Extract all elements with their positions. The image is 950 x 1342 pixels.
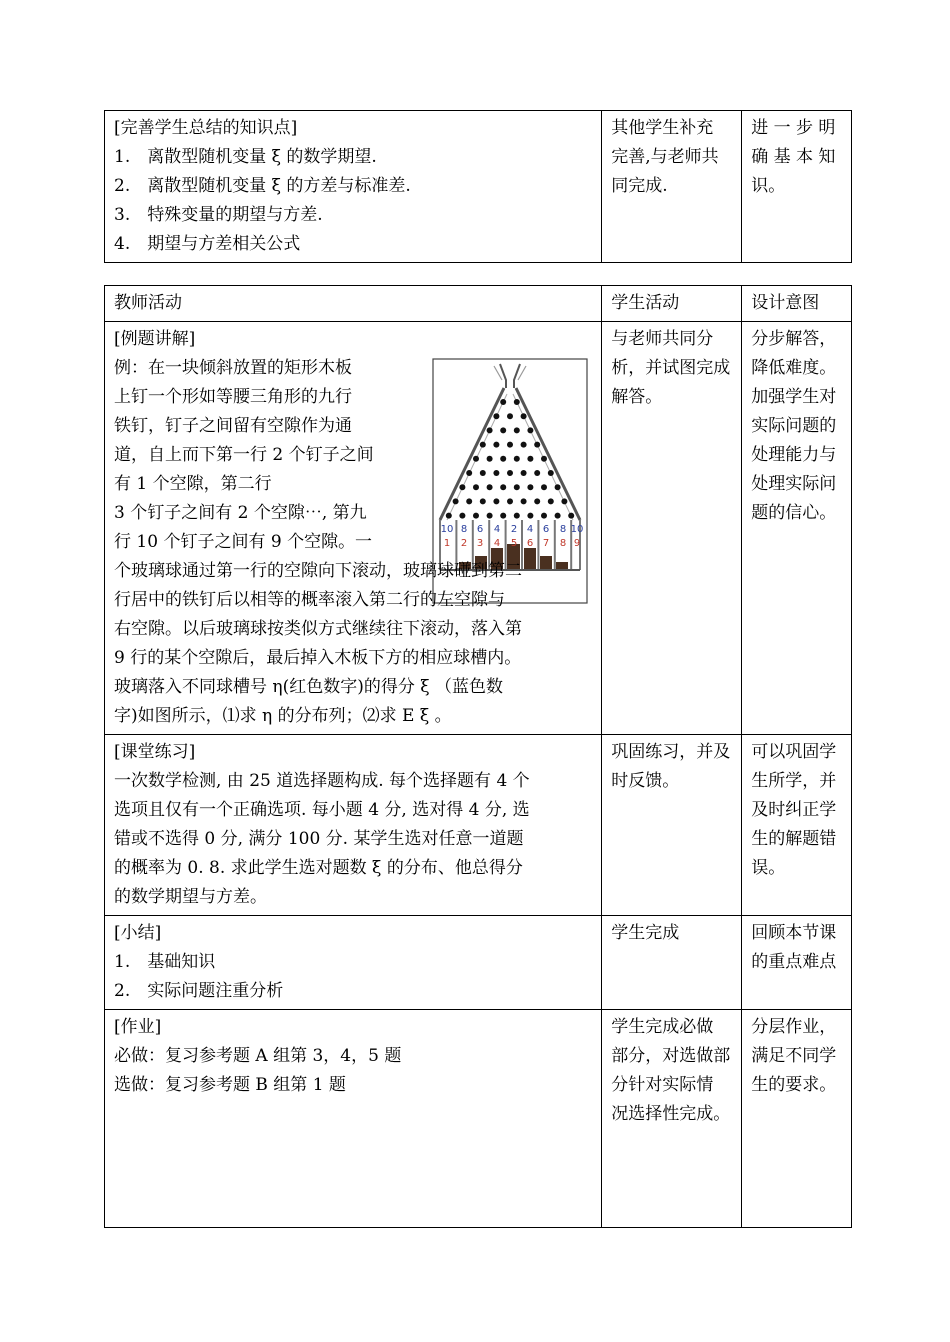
example-text-line: 9 行的某个空隙后，最后掉入木板下方的相应球槽内。 [114,648,522,668]
peg [541,484,547,490]
example-student-cell [602,322,742,735]
review-student-line: 完善,与老师共 [611,147,719,167]
example-text-line: 行 10 个钉子之间有 9 个空隙。一 [114,532,373,552]
header-teacher: 教师活动 [105,286,602,322]
peg [568,513,574,519]
practice-text-line: 的数学期望与方差。 [114,887,267,907]
summary-heading: [小结] [114,923,162,943]
homework-row [105,1010,852,1228]
slot-label: 3 [477,538,484,549]
peg [480,470,486,476]
example-intent-line: 题的信心。 [751,503,837,523]
peg [487,427,493,433]
example-intent-line: 分步解答， [751,329,837,349]
peg [534,442,540,448]
slot-label: 5 [511,538,518,549]
homework-line: 必做：复习参考题 A 组第 3，4，5 题 [114,1046,402,1066]
peg [555,484,561,490]
practice-row [105,735,852,916]
example-intent-cell [742,322,852,735]
review-student-cell [602,111,742,263]
peg [460,484,466,490]
lesson-table [104,285,852,1228]
peg [534,498,540,504]
score-label: 6 [543,524,550,535]
practice-text-line: 错或不选得 0 分, 满分 100 分. 某学生选对任意一道题 [114,829,524,849]
example-text-line: 玻璃落入不同球槽号 η(红色数字)的得分 ξ （蓝色数 [114,677,504,697]
peg [500,456,506,462]
review-heading: [完善学生总结的知识点] [114,118,298,138]
peg [453,498,459,504]
peg [541,513,547,519]
peg [514,399,520,405]
practice-intent-line: 可以巩固学 [751,742,837,762]
review-item: 1. 离散型随机变量 ξ 的数学期望. [114,147,377,167]
homework-intent-line: 满足不同学 [751,1046,837,1066]
example-student-line: 析，并试图完成 [611,358,731,378]
peg [528,456,534,462]
practice-teacher-cell [105,735,602,916]
summary-teacher-cell [105,916,602,1010]
peg [494,413,500,419]
peg [562,498,568,504]
slot-label: 9 [574,538,581,549]
example-text-line: 上钉一个形如等腰三角形的九行 [114,387,352,407]
peg [494,498,500,504]
practice-intent-cell [742,735,852,916]
review-student-line: 同完成. [611,176,668,196]
score-label: 8 [560,524,567,535]
peg [548,470,554,476]
review-item: 2. 离散型随机变量 ξ 的方差与标准差. [114,176,411,196]
peg [473,513,479,519]
score-label: 4 [494,524,501,535]
peg [473,456,479,462]
score-label: 2 [511,524,518,535]
peg [500,399,506,405]
header-row [105,286,852,322]
example-student-line: 解答。 [611,387,663,407]
slot-label: 8 [560,538,567,549]
example-text-line: 右空隙。以后玻璃球按类似方式继续往下滚动，落入第 [114,619,522,639]
practice-student-line: 时反馈。 [611,771,680,791]
peg [487,513,493,519]
homework-teacher-cell [105,1010,602,1228]
score-label: 10 [570,524,584,535]
example-heading: [例题讲解] [114,329,196,349]
homework-intent-cell [742,1010,852,1228]
practice-text-line: 一次数学检测, 由 25 道选择题构成. 每个选择题有 4 个 [114,771,530,791]
summary-item: 1. 基础知识 [114,952,216,972]
peg [500,513,506,519]
summary-row [105,916,852,1010]
summary-student-line: 学生完成 [611,923,680,943]
peg [514,427,520,433]
example-teacher-cell [105,322,602,735]
practice-text-line: 的概率为 0. 8. 求此学生选对题数 ξ 的分布、他总得分 [114,858,523,878]
practice-intent-line: 生的解题错 [751,829,837,849]
slot-label: 1 [444,538,451,549]
homework-student-line: 部分，对选做部 [611,1046,731,1066]
review-intent-line: 识。 [751,176,786,196]
example-text-line: 例：在一块倾斜放置的矩形木板 [114,358,352,378]
score-label: 6 [477,524,484,535]
peg [521,498,527,504]
review-item: 3. 特殊变量的期望与方差. [114,205,323,225]
review-intent-line: 确 基 本 知 [751,147,836,167]
example-text-line: 铁钉，钉子之间留有空隙作为通 [114,416,352,436]
homework-line: 选做：复习参考题 B 组第 1 题 [114,1075,346,1095]
peg [548,498,554,504]
example-text-line: 个玻璃球通过第一行的空隙向下滚动，玻璃球碰到第二 [114,561,522,581]
peg [534,470,540,476]
slot-label: 7 [543,538,550,549]
example-intent-line: 实际问题的 [751,416,837,436]
example-text-line: 3 个钉子之间有 2 个空隙⋯, 第九 [114,503,367,523]
homework-intent-line: 生的要求。 [751,1075,837,1095]
homework-student-line: 况选择性完成。 [611,1104,731,1124]
peg [487,456,493,462]
peg [487,484,493,490]
review-teacher-cell [105,111,602,263]
review-table [104,110,852,263]
peg [514,456,520,462]
peg [473,484,479,490]
peg [507,470,513,476]
slot-label: 4 [494,538,501,549]
header-intent: 设计意图 [742,286,852,322]
summary-intent-line: 回顾本节课 [751,923,837,943]
peg [541,456,547,462]
peg [555,513,561,519]
homework-student-line: 学生完成必做 [611,1017,714,1037]
summary-intent-cell [742,916,852,1010]
peg [500,484,506,490]
practice-intent-line: 误。 [751,858,786,878]
peg [460,513,466,519]
peg [521,413,527,419]
summary-student-cell [602,916,742,1010]
review-intent-cell [742,111,852,263]
example-intent-line: 降低难度。 [751,358,837,378]
review-student-line: 其他学生补充 [611,118,714,138]
example-intent-line: 加强学生对 [751,387,837,407]
example-text-line: 道，自上而下第一行 2 个钉子之间 [114,445,374,465]
review-intent-line: 进 一 步 明 [751,118,836,138]
summary-item: 2. 实际问题注重分析 [114,981,284,1001]
example-text-line: 行居中的铁钉后以相等的概率滚入第二行的左空隙与 [114,590,505,610]
peg [480,498,486,504]
slot-label: 2 [461,538,468,549]
homework-intent-line: 分层作业， [751,1017,837,1037]
peg [528,427,534,433]
peg [521,470,527,476]
example-row [105,322,852,735]
homework-heading: [作业] [114,1017,162,1037]
peg [507,413,513,419]
practice-intent-line: 及时纠正学 [751,800,837,820]
peg [514,484,520,490]
peg [521,442,527,448]
peg [494,470,500,476]
peg [507,442,513,448]
score-label: 4 [527,524,534,535]
practice-student-cell [602,735,742,916]
example-intent-line: 处理实际问 [751,474,837,494]
review-item: 4. 期望与方差相关公式 [114,234,301,254]
review-row [105,111,852,263]
practice-text-line: 选项且仅有一个正确选项. 每小题 4 分, 选对得 4 分, 选 [114,800,530,820]
peg [500,427,506,433]
peg [446,513,452,519]
peg [507,498,513,504]
peg [480,442,486,448]
score-label: 8 [461,524,468,535]
peg [466,498,472,504]
homework-student-cell [602,1010,742,1228]
peg [494,442,500,448]
practice-intent-line: 生所学，并 [751,771,837,791]
practice-student-line: 巩固练习，并及 [611,742,731,762]
example-student-line: 与老师共同分 [611,329,714,349]
example-text-line: 字)如图所示，⑴求 η 的分布列；⑵求 E ξ 。 [114,706,452,726]
example-text-line: 有 1 个空隙，第二行 [114,474,272,494]
header-student: 学生活动 [602,286,742,322]
peg [466,470,472,476]
slot-label: 6 [527,538,534,549]
peg [528,513,534,519]
homework-student-line: 分针对实际情 [611,1075,714,1095]
practice-heading: [课堂练习] [114,742,196,762]
summary-intent-line: 的重点难点 [751,952,837,972]
peg [528,484,534,490]
example-intent-line: 处理能力与 [751,445,837,465]
score-label: 10 [440,524,454,535]
peg [514,513,520,519]
